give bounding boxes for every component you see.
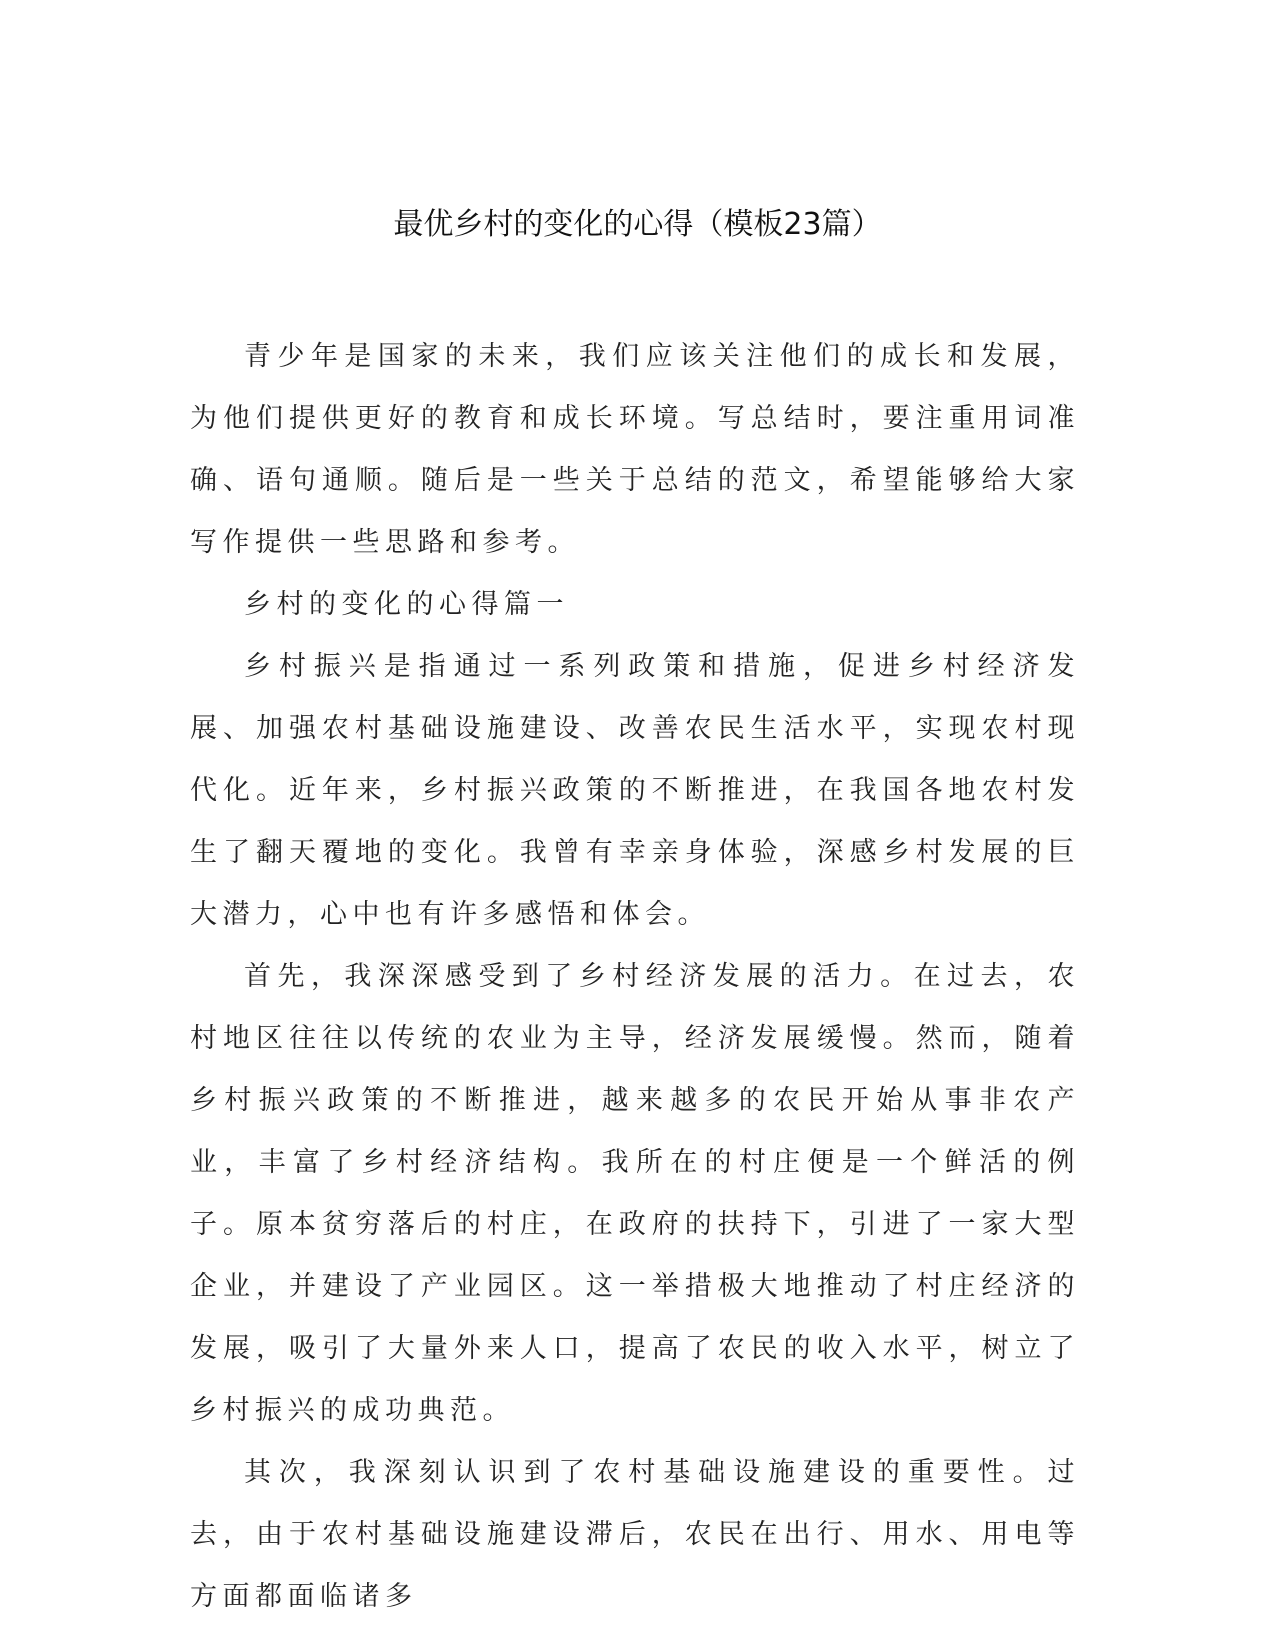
paragraph-intro: 青少年是国家的未来，我们应该关注他们的成长和发展，为他们提供更好的教育和成长环境。写总结时，要注重用词准确、语句通顺。随后是一些关于总结的范文，希望能够给大家写作提供一些思路和参考。 — [190, 341, 1080, 558]
paragraph-2: 首先，我深深感受到了乡村经济发展的活力。在过去，农村地区往往以传统的农业为主导，经济发展缓慢。然而，随着乡村振兴政策的不断推进，越来越多的农民开始从事非农产业，丰富了乡村经济结构。我所在的村庄便是一个鲜活的例子。原本贫穷落后的村庄，在政府的扶持下，引进了一家大型企业，并建设了产业园区。这一举措极大地推动了村庄经济的发展，吸引了大量外来人口，提高了农民的收入水平，树立了乡村振兴的成功典范。 — [190, 961, 1080, 1426]
paragraph-3: 其次，我深刻认识到了农村基础设施建设的重要性。过去，由于农村基础设施建设滞后，农民在出行、用水、用电等方面都面临诸多 — [190, 1457, 1080, 1612]
section-heading: 乡村的变化的心得篇一 — [244, 589, 569, 620]
paragraph-1: 乡村振兴是指通过一系列政策和措施，促进乡村经济发展、加强农村基础设施建设、改善农民生活水平，实现农村现代化。近年来，乡村振兴政策的不断推进，在我国各地农村发生了翻天覆地的变化。我曾有幸亲身体验，深感乡村发展的巨大潜力，心中也有许多感悟和体会。 — [190, 651, 1080, 930]
document-title: 最优乡村的变化的心得（模板23篇） — [393, 207, 882, 242]
document-body — [190, 326, 1080, 1628]
